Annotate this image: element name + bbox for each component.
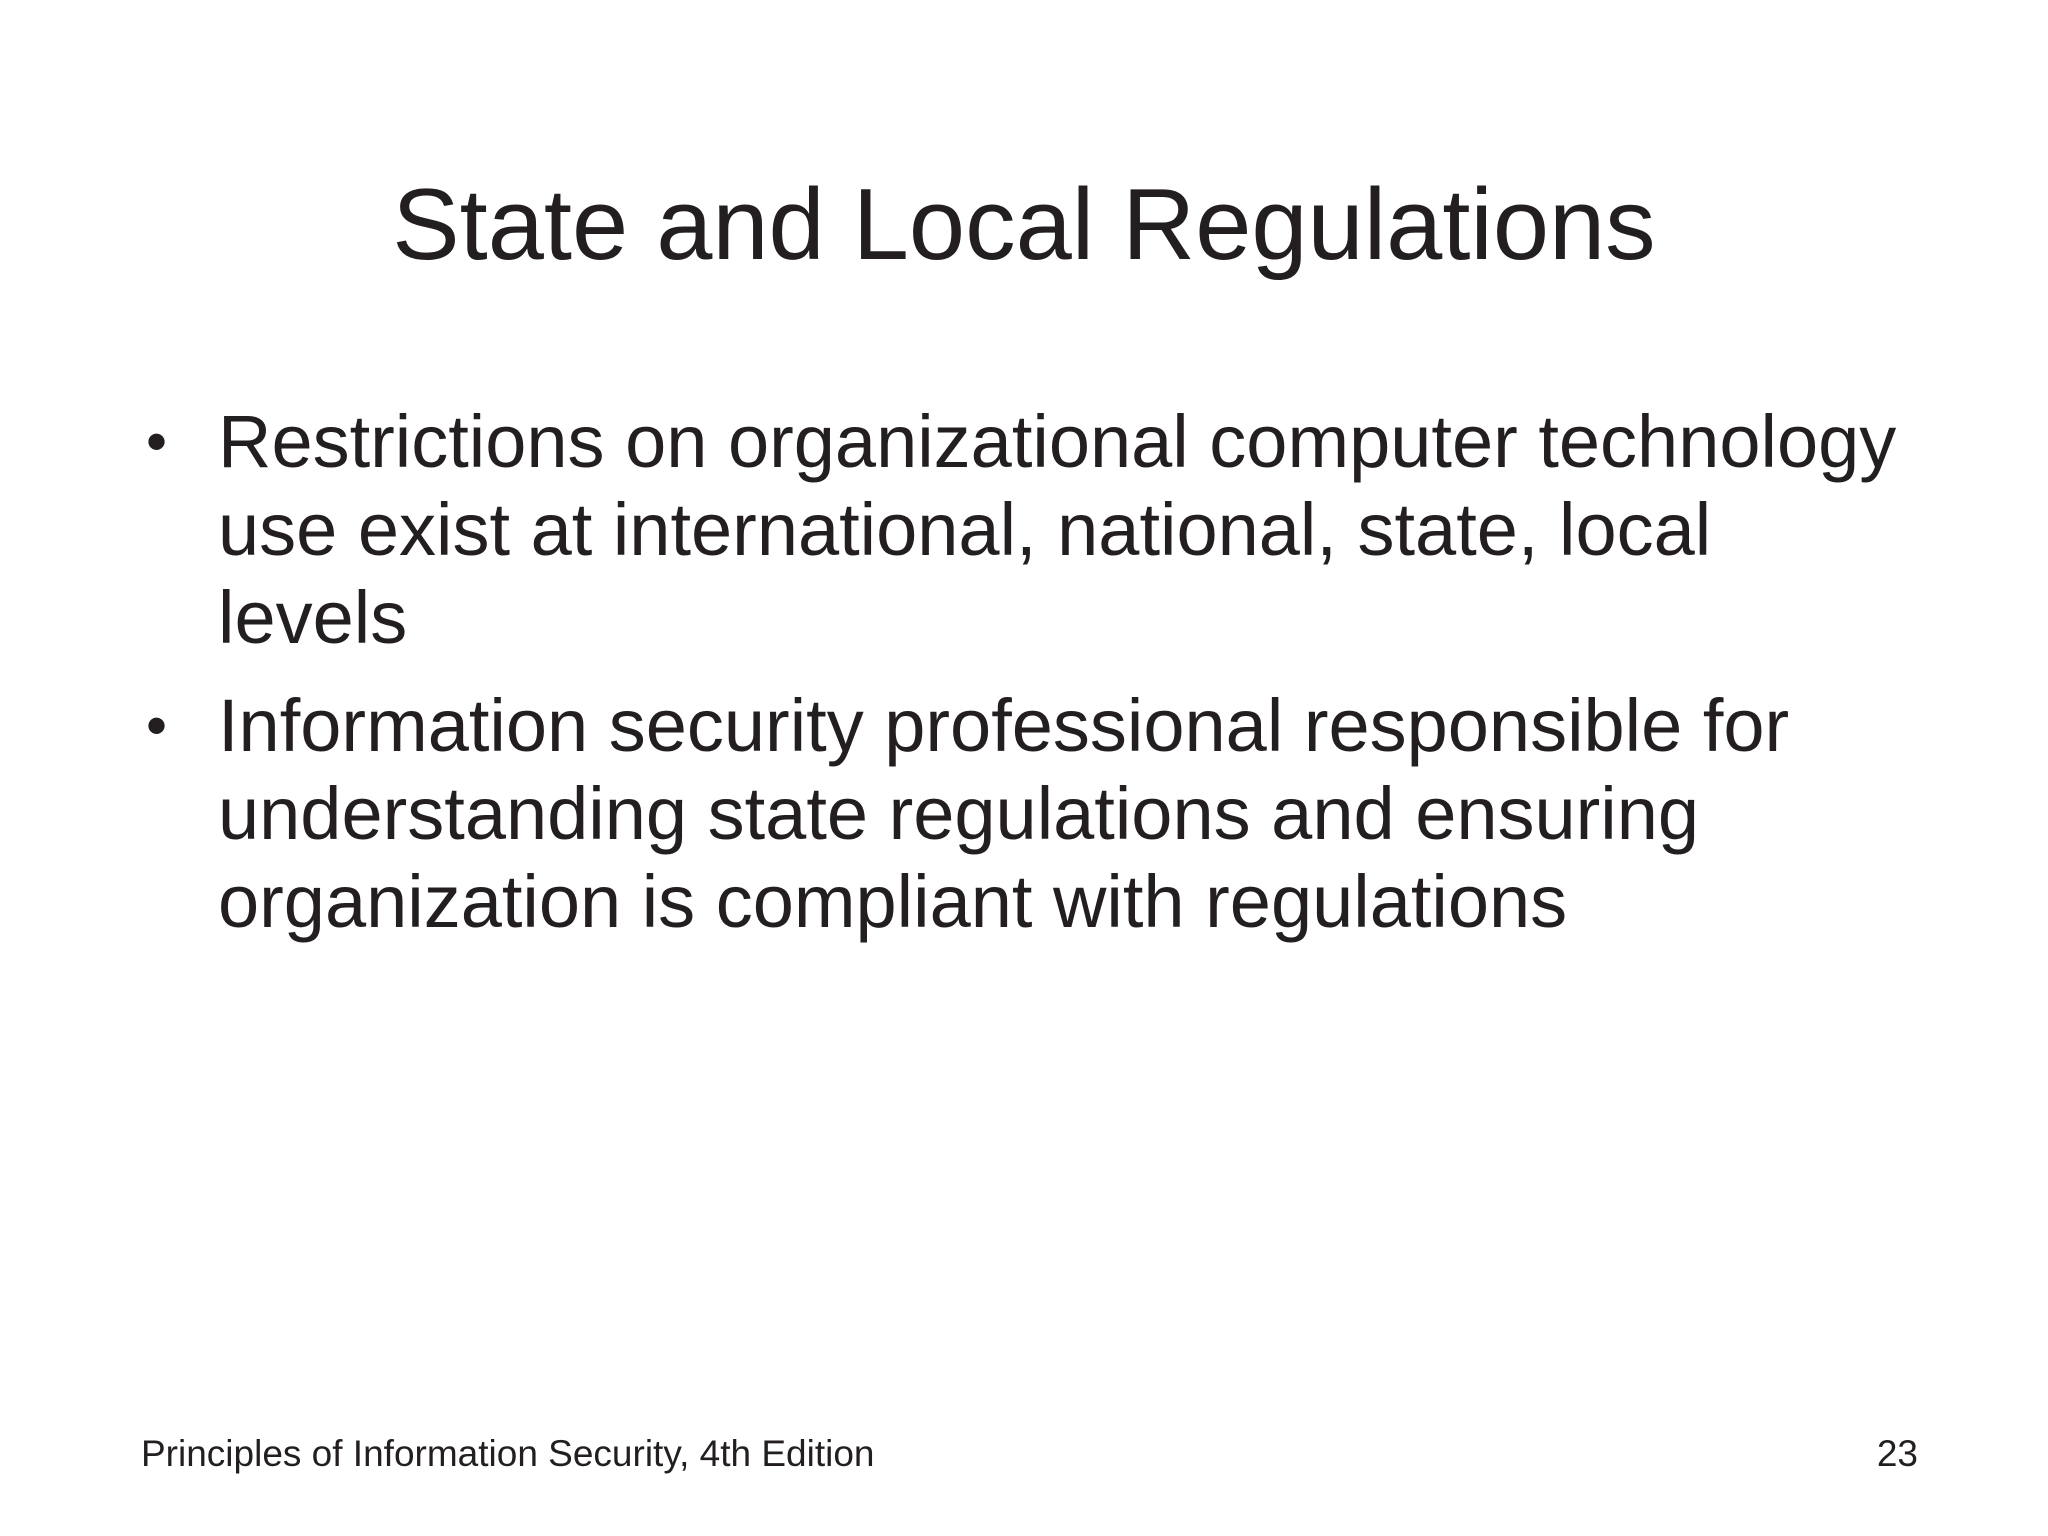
bullet-text: Restrictions on organizational computer technology use exist at international, national, state, local levels <box>218 400 1897 659</box>
slide-title: State and Local Regulations <box>392 169 1656 281</box>
bullet-item <box>140 682 1920 946</box>
bullet-icon: • <box>146 692 168 759</box>
bullet-item <box>140 398 1920 662</box>
bullet-list <box>140 398 1920 966</box>
footer-source: Principles of Information Security, 4th Edition <box>141 1433 875 1474</box>
page-number: 23 <box>1876 1433 1918 1474</box>
bullet-icon: • <box>146 408 168 475</box>
bullet-text: Information security professional responsible for understanding state regulations and ensuring organization is compliant with regulations <box>218 684 1790 943</box>
